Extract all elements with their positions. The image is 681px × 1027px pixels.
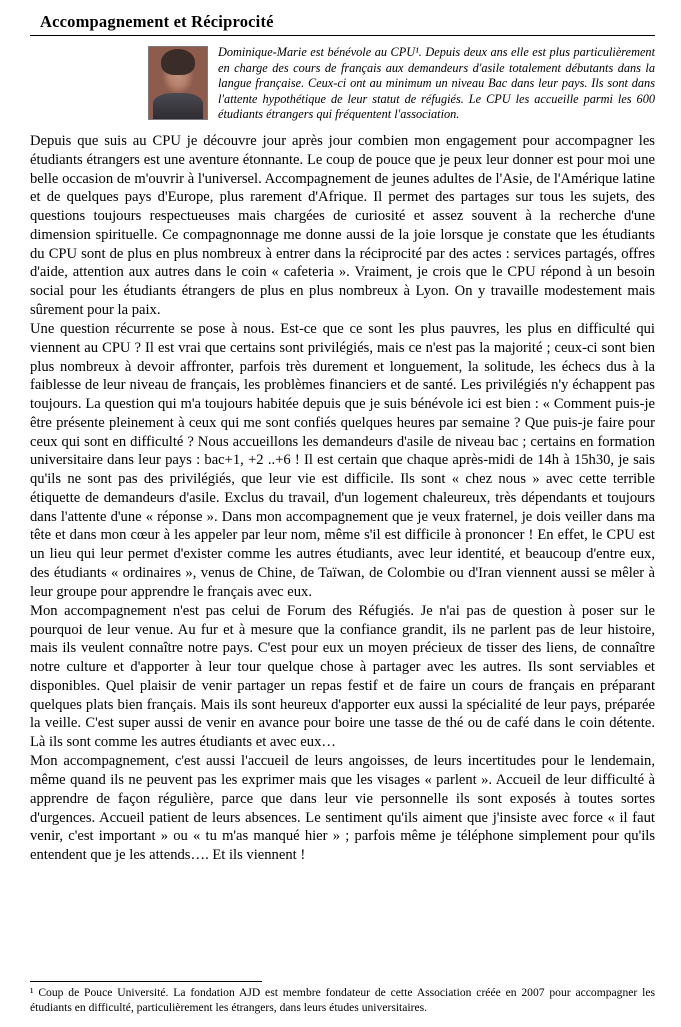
footnote-text: ¹ Coup de Pouce Université. La fondation AJD est membre fondateur de cette Association créée en 2007 pour accompagner les étudiants en difficulté, particulièrement les étrangers, dans leurs études universitaires.	[30, 985, 655, 1014]
title-divider	[30, 35, 655, 36]
footnote-divider	[30, 981, 262, 982]
paragraph: Mon accompagnement, c'est aussi l'accueil de leurs angoisses, de leurs incertitudes pour le lendemain, même quand ils ne peuvent pas les exprimer mais que les visages « parlent ». Accueil de leur difficulté à apprendre de façon régulière, parce que dans leur vie personnelle ils sont exposés à toutes sortes d'urgences. Accueil patient de leurs absences. Le sentiment qu'ils aiment que j'insiste avec force « il faut venir, c'est important » ou « tu m'as manqué hier » ; parfois même je téléphone simplement pour qu'ils entendent que je les attends…. Et ils viennent !	[30, 753, 655, 864]
intro-block	[30, 44, 655, 123]
intro-text: Dominique-Marie est bénévole au CPU¹. Depuis deux ans elle est plus particulièrement en charge des cours de français aux demandeurs d'asile totalement débutants dans la langue française. Ceux-ci ont au minimum un niveau Bac dans leur pays. Ils sont dans l'attente hypothétique de leur statut de réfugiés. Le CPU les accueille parmi les 600 étudiants étrangers qui fréquentent l'association.	[218, 45, 655, 122]
paragraph: Mon accompagnement n'est pas celui de Forum des Réfugiés. Je n'ai pas de question à poser sur le pourquoi de leur venue. Au fur et à mesure que la confiance grandit, ils ne parlent pas de leur histoire, mais ils veulent connaître notre pays. C'est pour eux un moyen précieux de tisser des liens, de connaître notre culture et d'apporter à leur tour quelque chose à partager avec les autres. Ils sont serviables et disponibles. Quel plaisir de venir partager un repas festif et de faire un cours de français en préparant quelques plats bien français. Mais ils sont heureux d'apporter eux aussi la spécialité de leur pays, préparée la veille. C'est super aussi de venir en avance pour boire une tasse de thé ou de café dans le coin détente. Là ils sont comme les autres étudiants et avec eux…	[30, 602, 655, 751]
footnote-block	[30, 981, 655, 1015]
page-title: Accompagnement et Réciprocité	[40, 12, 274, 31]
body-text	[30, 132, 655, 865]
portrait-photo	[148, 46, 208, 120]
paragraph: Une question récurrente se pose à nous. Est-ce que ce sont les plus pauvres, les plus en difficulté qui viennent au CPU ? Il est vrai que certains sont privilégiés, mais ce n'est pas la majorité ; ceux-ci sont bien plus nombreux à devoir affronter, parfois très durement et longuement, la solitude, les échecs dus à la faiblesse de leur niveau de français, les problèmes financiers et de santé. Les privilégiés n'y échappent pas toujours. La question qui m'a toujours habitée depuis que je suis bénévole ici est bien : « Comment puis-je être présente pleinement à ceux qui me sont confiés quelques heures par semaine ? Que puis-je faire pour ceux qui sont en difficulté ? Nous accueillons les demandeurs d'asile de niveau bac ; certains en formation universitaire dans leur pays : bac+1, +2 ..+6 ! Il est certain que chaque après-midi de 14h à 15h30, je sais qu'ils ne sont pas des privilégiés, que leur vie est difficile. Ils sont « chez nous » avec cette terrible étiquette de demandeurs d'asile. Exclus du travail, d'un logement chaleureux, très dépendants et toujours dans l'attente d'une « réponse ». Dans mon accompagnement que je veux fraternel, je dois veiller dans ma tête et dans mon cœur à les appeler par leur nom, même s'il est difficile à prononcer ! En effet, le CPU est un lieu qui leur permet d'exister comme les autres étudiants, avec leur identité, et beaucoup d'entre eux, des étudiants « ordinaires », venus de Chine, de Taïwan, de Colombie ou d'Iran viennent aussi se mêler à leur groupe pour apprendre le français avec eux.	[30, 321, 655, 600]
paragraph: Depuis que suis au CPU je découvre jour après jour combien mon engagement pour accompagner les étudiants étrangers est une aventure étonnante. Le coup de pouce que je peux leur donner est pour moi une belle occasion de m'ouvrir à l'universel. Accompagnement de jeunes adultes de l'Asie, de l'Amérique latine et de quelques pays d'Europe, plus rarement d'Afrique. Il permet des partages sur tous les sujets, des questions toujours respectueuses mais chargées de curiosité et assez souvent à la recherche d'une dimension spirituelle. Ce compagnonnage me donne aussi de la joie lorsque je constate que les étudiants du CPU sont de plus en plus nombreux à entrer dans la réciprocité par des actes : services partagés, offres d'aide, attention aux autres dans le coin « cafeteria ». Vraiment, je crois que le CPU répond à un besoin social pour les étudiants étrangers de plus en plus nombreux à Lyon. On y travaille modestement mais sûrement pour la paix.	[30, 133, 655, 318]
